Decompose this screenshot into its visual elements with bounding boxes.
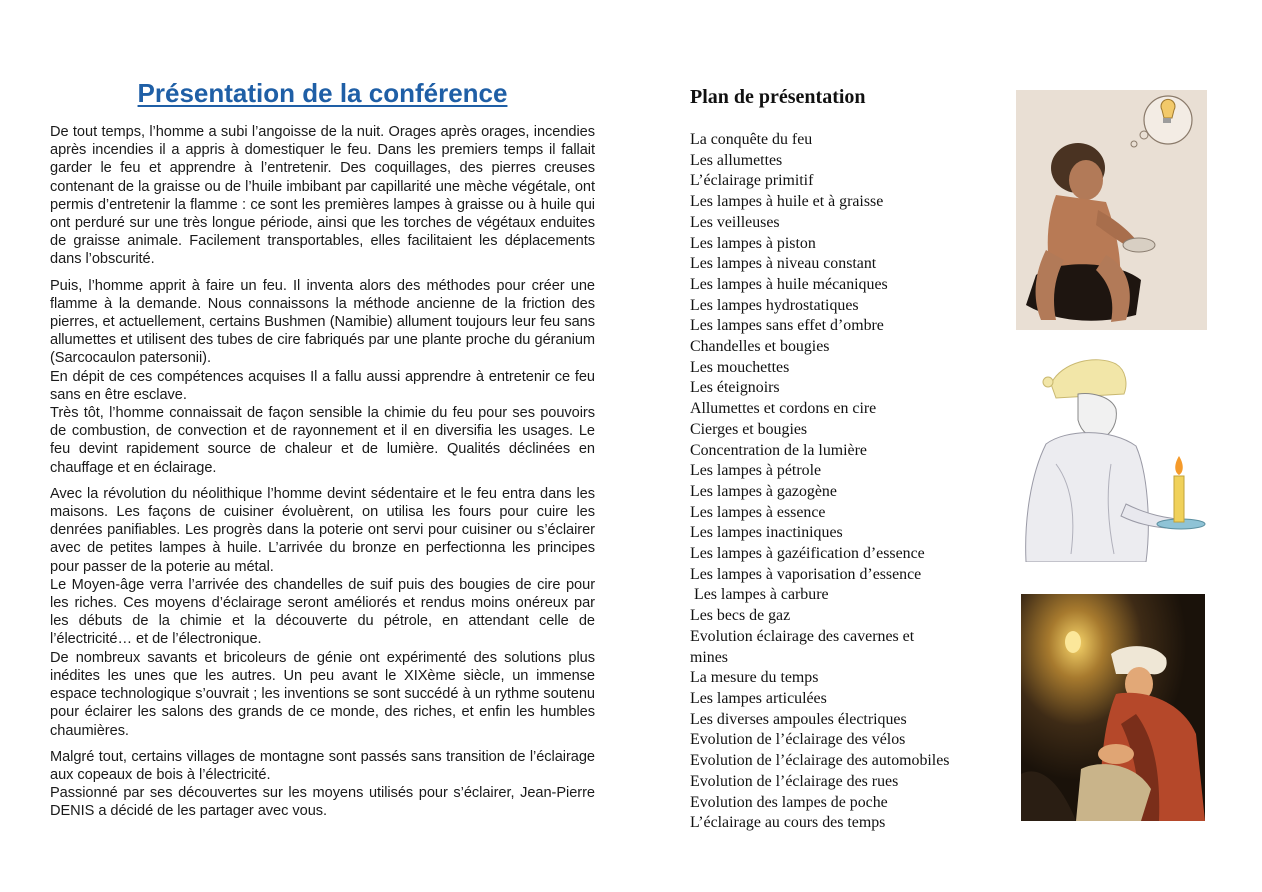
plan-item: Les lampes hydrostatiques	[690, 296, 859, 314]
plan-item: Les allumettes	[690, 151, 783, 169]
paragraph-line: Très tôt, l’homme connaissait de façon sensible la chimie du feu pour ses pouvoirs de combustion, de convection et de rayonnement et il en diversifia les usages. Le feu devint rapidement source de chaleur et de lumière. Qualités déclinées en chauffage et en éclairage.	[50, 405, 595, 476]
paragraph-3	[50, 485, 595, 740]
plan-item: Allumettes et cordons en cire	[690, 400, 877, 418]
plan-item: Les lampes à niveau constant	[690, 255, 877, 273]
plan-item: Evolution des lampes de poche	[690, 793, 888, 811]
plan-item: Les mouchettes	[690, 358, 790, 376]
plan-item: Les lampes à gazogène	[690, 482, 837, 500]
candle-man-illustration	[1016, 354, 1206, 562]
plan-item: Evolution de l’éclairage des vélos	[690, 731, 906, 749]
plan-item: Les éteignoirs	[690, 379, 780, 397]
paragraph-line: De nombreux savants et bricoleurs de génie ont expérimenté des solutions plus inédites les unes que les autres. Un peu avant le XIXème siècle, un immense espace technologique s’ouvrait ; les inventions se sont succédé à un rythme soutenu pour éclairer les salons des grands de ce monde, des riches, et enfin les humbles chaumières.	[50, 649, 595, 739]
plan-item: Les diverses ampoules électriques	[690, 710, 907, 728]
presentation-column	[50, 76, 595, 829]
plan-item: Les lampes à gazéification d’essence	[690, 545, 925, 563]
paragraph-line: De tout temps, l’homme a subi l’angoisse de la nuit. Orages après orages, incendies après incendies il a appris à domestiquer le feu. Dans les premiers temps il fallait garder le feu et apprendre à l’entretenir. Des coquillages, des pierres creuses contenant de la graisse ou de l’huile imbibant par capillarité une mèche végétale, ont permis d’entretenir la flamme : ce sont les premières lampes à graisse ou à huile qui ont perduré sur une très longue période, ainsi que les torches de végétaux enduites de graisse animale. Facilement transportables, elles facilitaient les déplacements dans l’obscurité.	[50, 124, 595, 268]
plan-item: Evolution de l’éclairage des rues	[690, 772, 899, 790]
plan-item: L’éclairage au cours des temps	[690, 814, 886, 832]
plan-item: Les lampes à piston	[690, 234, 816, 252]
caveman-illustration	[1016, 90, 1207, 330]
plan-item: Les veilleuses	[690, 213, 780, 231]
plan-list	[690, 130, 1010, 834]
paragraph-4	[50, 748, 595, 821]
plan-item: Les lampes à carbure	[690, 586, 829, 604]
plan-item: Evolution éclairage des cavernes et	[690, 627, 915, 645]
paragraph-line: Le Moyen-âge verra l’arrivée des chandelles de suif puis des bougies de cire pour les riches. Ces moyens d’éclairage seront améliorés et rendus moins onéreux par les débuts de la chimie et la découverte du pétrole, en attendant celle de l’électricité… et de l’électronique.	[50, 576, 595, 648]
plan-item: La mesure du temps	[690, 669, 819, 687]
plan-item: Les lampes inactiniques	[690, 524, 843, 542]
plan-item: mines	[690, 648, 728, 666]
page-title: Présentation de la conférence	[137, 78, 508, 108]
plan-item: Les lampes à pétrole	[690, 462, 822, 480]
plan-title: Plan de présentation	[690, 86, 866, 108]
plan-item: Les lampes à huile et à graisse	[690, 193, 884, 211]
knitting-woman-image	[1021, 594, 1205, 821]
plan-item: Les becs de gaz	[690, 607, 791, 625]
presentation-body	[50, 123, 595, 821]
plan-section	[690, 84, 1010, 834]
paragraph-line: Puis, l’homme apprit à faire un feu. Il inventa alors des méthodes pour créer une flamme à la demande. Nous connaissons la méthode ancienne de la friction des pierres, et actuellement, certains Bushmen (Namibie) allument toujours leur feu sans allumettes et utilisent des tubes de cire fabriqués par une plante proche du géranium (Sarcocaulon patersonii).	[50, 277, 595, 367]
paragraph-line: Malgré tout, certains villages de montagne sont passés sans transition de l’éclairage aux copeaux de bois à l’électricité.	[50, 748, 595, 783]
paragraph-line: En dépit de ces compétences acquises Il a fallu aussi apprendre à entretenir ce feu sans en être esclave.	[50, 368, 595, 403]
knitting-woman-painting	[1021, 594, 1205, 821]
caveman-drawing	[1016, 90, 1207, 330]
plan-item: Concentration de la lumière	[690, 441, 867, 459]
plan-item: Les lampes à huile mécaniques	[690, 275, 888, 293]
plan-item: Evolution de l’éclairage des automobiles	[690, 752, 950, 770]
plan-item: Chandelles et bougies	[690, 338, 830, 356]
plan-item: Les lampes à essence	[690, 503, 826, 521]
plan-item: Cierges et bougies	[690, 420, 808, 438]
candle-man-drawing	[1016, 354, 1206, 562]
plan-item: Les lampes à vaporisation d’essence	[690, 565, 922, 583]
plan-item: La conquête du feu	[690, 131, 813, 148]
plan-item: L’éclairage primitif	[690, 172, 814, 190]
paragraph-line: Avec la révolution du néolithique l’homme devint sédentaire et le feu entra dans les maisons. Les façons de cuisiner évoluèrent, on utilisa les fours pour cuire les denrées panifiables. Les progrès dans la poterie ont servi pour cuisiner ou s’éclairer avec de petites lampes à huile. L’arrivée du bronze en perfectionna les principes pour passer de la poterie au métal.	[50, 485, 595, 575]
paragraph-1	[50, 123, 595, 269]
plan-item: Les lampes articulées	[690, 689, 827, 707]
paragraph-2	[50, 277, 595, 477]
paragraph-line: Passionné par ses découvertes sur les moyens utilisés pour s’éclairer, Jean-Pierre DENIS a décidé de les partager avec vous.	[50, 785, 595, 820]
plan-item: Les lampes sans effet d’ombre	[690, 317, 884, 335]
